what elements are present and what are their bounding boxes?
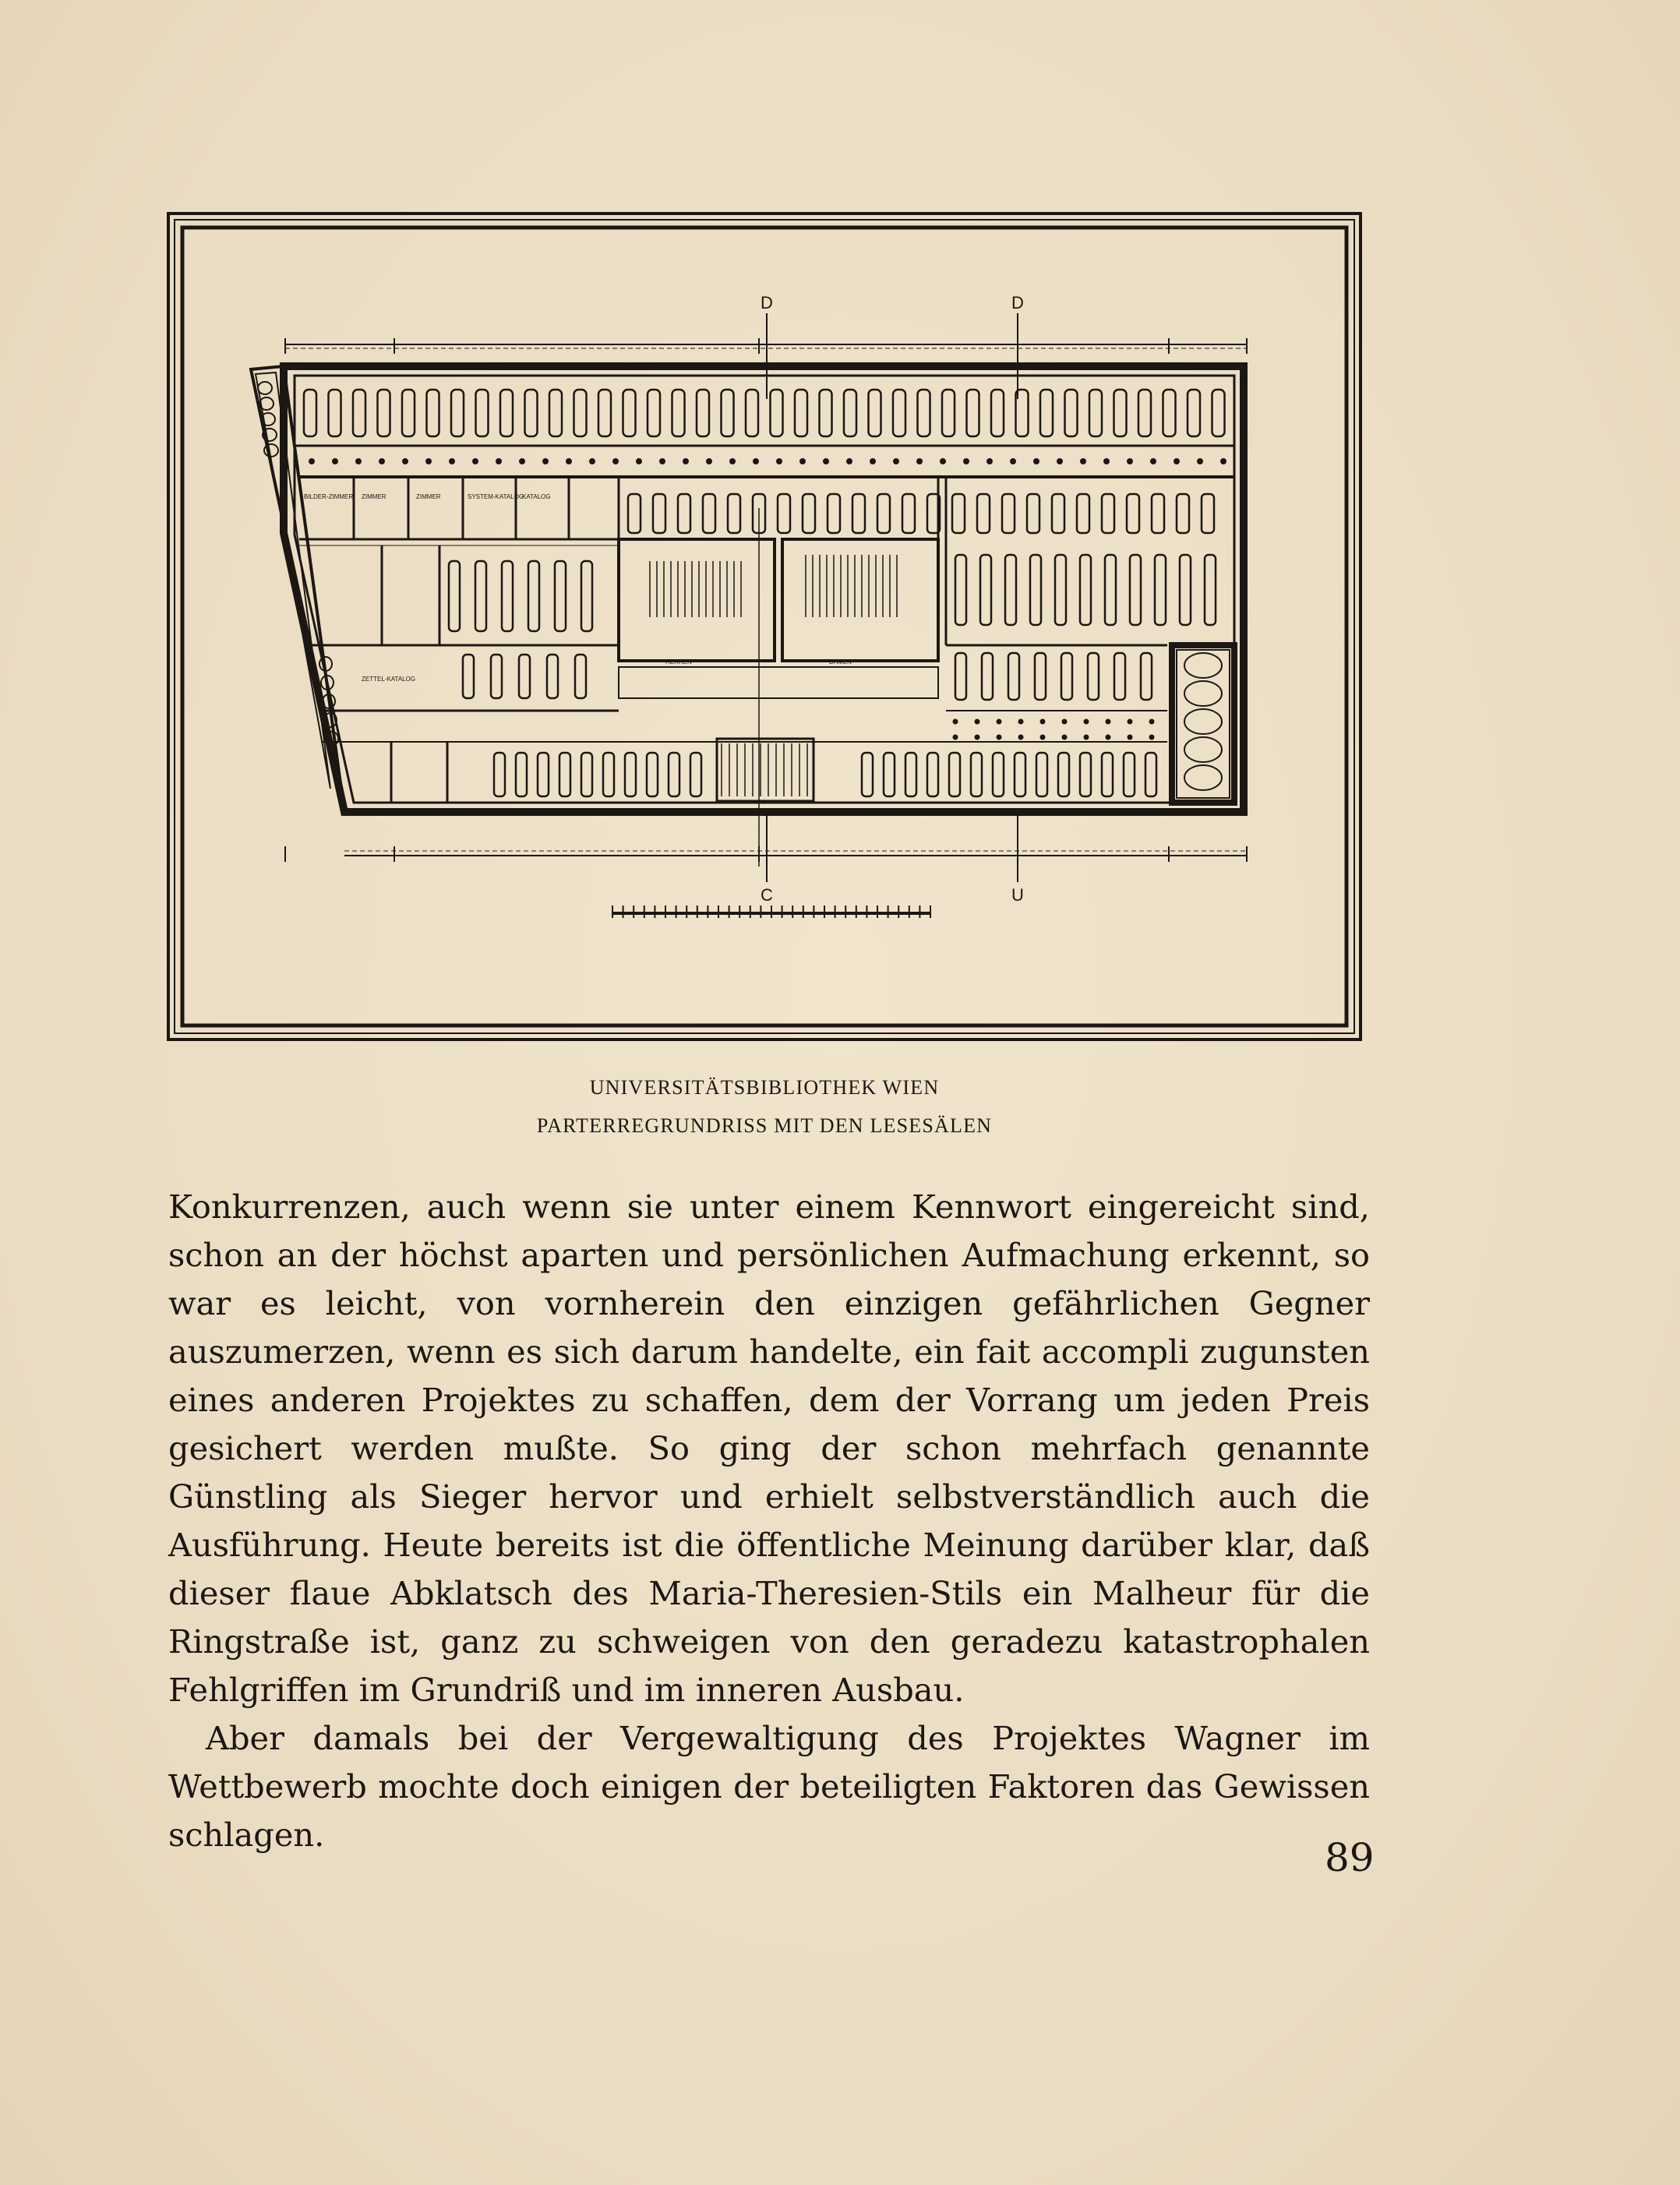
stack-bay [1052,494,1064,533]
courtyard-pier [1184,653,1222,678]
pier [379,459,385,464]
stack-bay [1065,390,1078,436]
wedge-pier [264,444,278,457]
stack-bay [1055,555,1066,625]
pier [403,459,408,464]
pier [1084,719,1089,724]
stack-bay [1114,653,1125,700]
pier [1174,459,1180,464]
stack-bay [844,390,856,436]
pier [309,459,315,464]
stack-bay [598,390,611,436]
pier [917,459,923,464]
stack-bay [862,753,873,796]
stack-bay [516,753,527,796]
stack-bay [803,494,815,533]
courtyard-pier [1184,765,1222,790]
courtyard-pier [1184,737,1222,762]
pier [566,459,572,464]
stack-bay [967,390,979,436]
stack-bay [1130,555,1141,625]
stack-bay [1163,390,1176,436]
pier [333,459,338,464]
stack-bay [502,561,513,631]
stack-bay [304,390,316,436]
pier [1084,735,1089,740]
section-marker-1: D [761,293,773,312]
stack-bay [771,390,783,436]
pier [613,459,619,464]
stack-bay [1089,390,1102,436]
pier [941,459,946,464]
stack-bay [971,753,982,796]
pier [847,459,852,464]
room-label-4: SYSTEM-KATALOG [468,493,524,500]
stack-bay [378,390,390,436]
stack-bay [672,390,685,436]
stack-bay [1005,555,1016,625]
room-label-3: ZIMMER [416,493,441,500]
stack-bay [402,390,415,436]
stack-bay [575,655,586,698]
figure-caption-title: UNIVERSITÄTSBIBLIOTHEK WIEN [589,1076,940,1099]
stack-bay [451,390,464,436]
stack-bay [869,390,881,436]
stack-bay [494,753,505,796]
pier [496,459,502,464]
stack-bay [1205,555,1216,625]
stack-bay [329,390,341,436]
frame-inner [182,228,1346,1025]
stack-bay [1102,494,1114,533]
stack-bay [893,390,905,436]
pier [590,459,595,464]
stack-bay [1202,494,1214,533]
stack-bay [918,390,930,436]
room-label-2: ZIMMER [362,493,386,500]
stack-bay [993,753,1004,796]
stack-bay [625,753,636,796]
stack-bay [574,390,587,436]
stack-bay [1145,753,1156,796]
pier [1057,459,1063,464]
pier [1040,735,1045,740]
stack-bay [1138,390,1151,436]
stack-bay [581,753,592,796]
pier [997,719,1001,724]
stack-bay [905,753,916,796]
figure-caption-subtitle: PARTERREGRUNDRISS MIT DEN LESESÄLEN [536,1114,993,1137]
stack-bay [1188,390,1200,436]
stack-bay [1177,494,1189,533]
stack-bay [884,753,895,796]
stack-bay [942,390,955,436]
stack-bay [746,390,758,436]
stack-bay [1180,555,1191,625]
stack-bay [648,390,660,436]
stack-bay [820,390,832,436]
pier [1128,459,1133,464]
stack-bay [952,494,965,533]
stack-bay [1080,753,1091,796]
stack-bay [1036,753,1047,796]
stack-bay [581,561,592,631]
stack-bay [955,555,966,625]
pier [1128,719,1132,724]
stack-bay [559,753,570,796]
stack-bay [1114,390,1127,436]
stack-bay [1035,653,1046,700]
pier [1106,735,1110,740]
pier [1034,459,1039,464]
stack-bay [982,653,993,700]
pier [1018,735,1023,740]
stack-bay [1212,390,1225,436]
pier [754,459,759,464]
wedge-pier [258,382,272,394]
pier [1106,719,1110,724]
stack-bay [1002,494,1015,533]
paragraph-2: Aber damals bei der Vergewaltigung des Projektes Wagner im Wettbewerb mochte doch einigen der beteiligten Faktoren das Gewissen schlagen. [168,1719,1370,1854]
stack-bay [828,494,840,533]
stack-bay [1008,653,1019,700]
page-number: 89 [1325,1835,1375,1880]
stack-bay [463,655,474,698]
stack-bay [538,753,549,796]
pier [1221,459,1226,464]
pier [975,735,979,740]
stack-bay [1155,555,1166,625]
stack-bay [1080,555,1091,625]
frame-mid [175,220,1354,1033]
stack-bay [852,494,865,533]
stack-bay [980,555,991,625]
pier [1011,459,1016,464]
stack-bay [1141,653,1152,700]
stack-bay [1061,653,1072,700]
pier [1040,719,1045,724]
stack-bay [722,390,734,436]
stack-bay [1102,753,1113,796]
room-label-6: ZETTEL-KATALOG [362,676,416,683]
pier [1018,719,1023,724]
stack-bay [955,653,966,700]
stack-bay [1077,494,1089,533]
pier [356,459,362,464]
stack-bay [795,390,807,436]
stack-bay [427,390,439,436]
pier [800,459,806,464]
pier [683,459,689,464]
stack-bay [491,655,502,698]
body-text [168,1183,1370,1859]
pier [1151,459,1156,464]
stack-bay [547,655,558,698]
section-marker-4: U [1011,885,1024,905]
pier [426,459,432,464]
pier [520,459,525,464]
pier [730,459,736,464]
pier [953,719,958,724]
stack-bay [877,494,890,533]
pier [637,459,642,464]
stack-bay [1030,555,1041,625]
pier [1149,735,1154,740]
stack-bay [697,390,709,436]
room-label-7: HERREN [665,658,692,665]
stack-bay [653,494,665,533]
room-label-5: KATALOG [522,493,551,500]
room-label-8: DAMEN [829,658,852,665]
stack-bay [1127,494,1139,533]
pier [964,459,969,464]
pier [1062,719,1067,724]
courtyard-pier [1184,709,1222,734]
pier [953,735,958,740]
stack-bay [628,494,641,533]
stack-bay [977,494,990,533]
stack-bay [1015,753,1025,796]
stack-bay [1058,753,1069,796]
stack-bay [603,753,614,796]
pier [450,459,455,464]
pier [1198,459,1203,464]
stack-bay [519,655,530,698]
pier [1104,459,1110,464]
stack-bay [1105,555,1116,625]
pier [473,459,478,464]
pier [707,459,712,464]
section-marker-3: C [761,885,773,905]
pier [1062,735,1067,740]
stack-bay [549,390,562,436]
pier [1081,459,1086,464]
stack-bay [728,494,740,533]
pier [987,459,993,464]
stack-bay [1040,390,1053,436]
floor-plan-drawing [251,313,1247,913]
stack-bay [475,561,486,631]
stack-bay [902,494,915,533]
stack-bay [555,561,566,631]
frame-outer [168,214,1361,1040]
pier [1149,719,1154,724]
section-marker-2: D [1011,293,1024,312]
pier [894,459,899,464]
stack-bay [449,561,460,631]
paragraph-1: Konkurrenzen, auch wenn sie unter einem Kennwort eingereicht sind, schon an der höchst aparten und persönlichen Aufmachung erkennt, so war es leicht, von vornherein den einzigen gefährlichen Gegner auszumerzen, wenn es sich darum handelte, ein fait accompli zugunsten eines anderen Projektes zu schaffen, dem der Vorrang um jeden Preis gesichert werden mußte. So ging der schon mehrfach genannte Günstling als Sieger hervor und erhielt selbstverständlich auch die Ausführung. Heute bereits ist die öffentliche Meinung darüber klar, daß dieser flaue Abklatsch des Maria-Theresien-Stils ein Malheur für die Ringstraße ist, ganz zu schweigen von den geradezu katastrophalen Fehlgriffen im Grundriß und im inneren Ausbau. [168,1188,1370,1709]
stack-bay [1088,653,1099,700]
stack-bay [623,390,636,436]
stack-bay [525,390,538,436]
stack-bay [991,390,1004,436]
stack-bay [778,494,790,533]
stack-bay [500,390,513,436]
stack-bay [678,494,690,533]
stack-bay [647,753,658,796]
stack-bay [476,390,489,436]
pier [543,459,549,464]
stack-bay [927,753,938,796]
stack-bay [353,390,365,436]
room-label-1: BILDER-ZIMMER [304,493,354,500]
stack-bay [1152,494,1164,533]
stack-bay [690,753,701,796]
pier [660,459,665,464]
stack-bay [703,494,715,533]
pier [1128,735,1132,740]
stack-bay [1124,753,1135,796]
pier [777,459,782,464]
pier [870,459,876,464]
stack-bay [949,753,960,796]
pier [824,459,829,464]
stack-bay [528,561,539,631]
stack-bay [1027,494,1039,533]
stack-bay [669,753,679,796]
courtyard-pier [1184,681,1222,706]
pier [997,735,1001,740]
floor-plan-figure [167,212,1362,1041]
pier [975,719,979,724]
